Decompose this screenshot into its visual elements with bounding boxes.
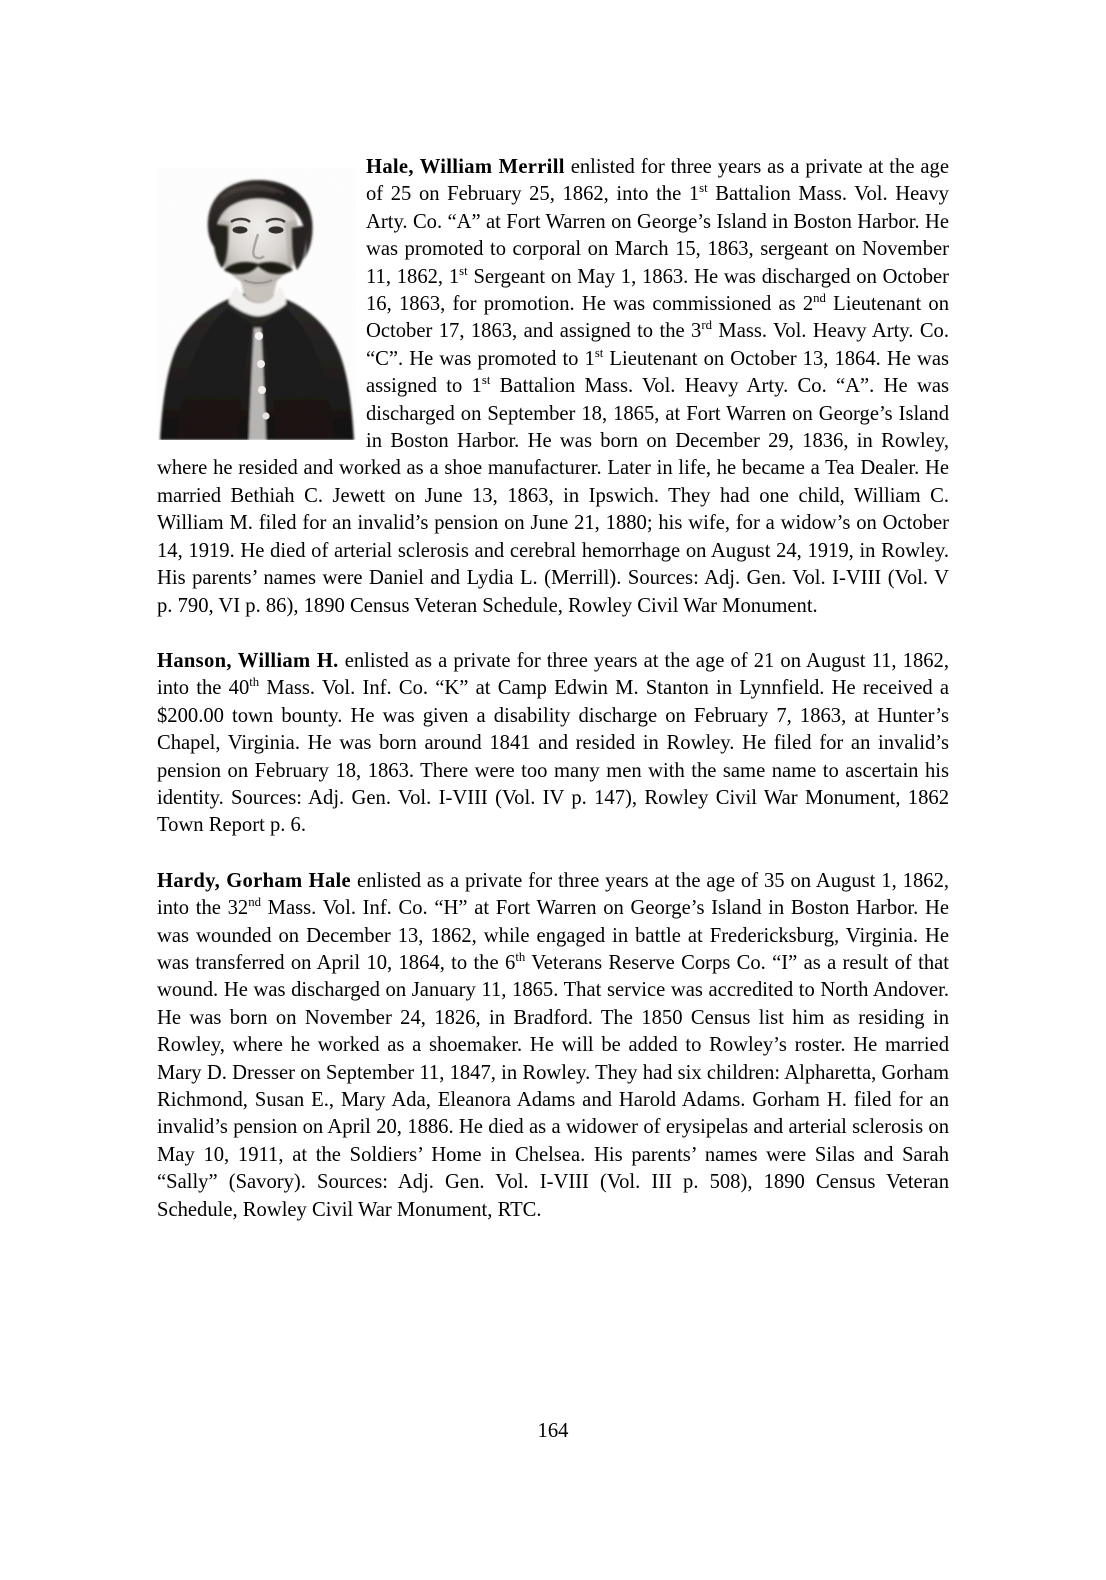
- ordinal-sup: th: [515, 950, 526, 965]
- page-content: [157, 154, 949, 1224]
- ordinal-sup: th: [249, 675, 260, 690]
- entry-hale-william-merrill: [157, 154, 949, 620]
- entry-body-hale-7: Battalion Mass. Vol. Heavy Arty. Co. “A”. He was discharged on September 18, 1865, at Fort Warren on George’s Island in Boston Harbor. He was born on December 29, 1836, in Rowley, where he resided and worked as a shoe manufacturer. Later in life, he became a Tea Dealer. He married Bethiah C. Jewett on June 13, 1863, in Ipswich. They had one child, William C. William M. filed for an invalid’s pension on June 21, 1880; his wife, for a widow’s on October 14, 1919. He died of arterial sclerosis and cerebral hemorrhage on August 24, 1919, in Rowley. His parents’ names were Daniel and Lydia L. (Merrill). Sources: Adj. Gen. Vol. I-VIII (Vol. V p. 790, VI p. 86), 1890 Census Veteran Schedule, Rowley Civil War Monument.: [157, 375, 949, 617]
- entry-name-hale: Hale, William Merrill: [366, 156, 565, 178]
- entry-body-hale-2: Battalion Mass. Vol. Heavy Arty. Co. “A” at Fort Warren on George’s Island in Boston Harbor. He was promoted to corporal on March 15, 1863, sergeant on November 11, 1862, 1: [366, 183, 949, 288]
- entry-body-hanson-1: enlisted as a private for three years at the age of 21 on August 11, 1862, into the 40: [157, 649, 949, 700]
- ordinal-sup: st: [481, 373, 491, 388]
- entry-body-hanson-2: Mass. Vol. Inf. Co. “K” at Camp Edwin M. Stanton in Lynnfield. He received a $200.00 town bounty. He was given a disability discharge on February 7, 1863, at Hunter’s Chapel, Virginia. He was born around 1841 and resided in Rowley. He filed for an invalid’s pension on February 18, 1863. There were too many men with the same name to ascertain his identity. Sources: Adj. Gen. Vol. I-VIII (Vol. IV p. 147), Rowley Civil War Monument, 1862 Town Report p. 6.: [157, 677, 950, 837]
- ordinal-sup: rd: [701, 318, 712, 333]
- entry-body-hardy-1: enlisted as a private for three years at the age of 35 on August 1, 1862, into the 32: [157, 869, 950, 920]
- ordinal-sup: st: [594, 345, 604, 360]
- entry-body-hardy-2: Mass. Vol. Inf. Co. “H” at Fort Warren on George’s Island in Boston Harbor. He was wounded on December 13, 1862, while engaged in battle at Fredericksburg, Virginia. He was transferred on April 10, 1864, to the 6: [157, 897, 949, 974]
- entry-body-hale-4: Lieutenant on October 17, 1863, and assigned to the 3: [366, 293, 950, 343]
- ordinal-sup: nd: [248, 895, 261, 910]
- entry-name-hanson: Hanson, William H.: [157, 649, 339, 672]
- entry-hanson-william-h: [157, 648, 949, 840]
- entry-name-hardy: Hardy, Gorham Hale: [157, 869, 352, 892]
- entry-hardy-gorham-hale: [157, 868, 949, 1224]
- ordinal-sup: st: [699, 181, 708, 196]
- entry-body-hardy-3: Veterans Reserve Corps Co. “I” as a result of that wound. He was discharged on January 11, 1865. That service was accredited to North Andover. He was born on November 24, 1826, in Bradford. The 1850 Census list him as residing in Rowley, where he worked as a shoemaker. He will be added to Rowley’s roster. He married Mary D. Dresser on September 11, 1847, in Rowley. They had six children: Alpharetta, Gorham Richmond, Susan E., Mary Ada, Eleanora Adams and Harold Adams. Gorham H. filed for an invalid’s pension on April 20, 1886. He died as a widower of erysipelas and arterial sclerosis on May 10, 1911, at the Soldiers’ Home in Chelsea. His parents’ names were Silas and Sarah “Sally” (Savory). Sources: Adj. Gen. Vol. I-VIII (Vol. III p. 508), 1890 Census Veteran Schedule, Rowley Civil War Monument, RTC.: [157, 951, 949, 1221]
- entry-body-hale-5: Mass. Vol. Heavy Arty. Co. “C”. He was promoted to 1: [366, 320, 950, 370]
- ordinal-sup: nd: [813, 291, 826, 306]
- page-number: 164: [537, 1420, 569, 1442]
- entry-body-hale-6: Lieutenant on October 13, 1864. He was assigned to 1: [366, 347, 949, 398]
- ordinal-sup: st: [459, 263, 468, 278]
- entry-body-hale-1: enlisted for three years as a private at the age of 25 on February 25, 1862, into the 1: [366, 156, 949, 206]
- soldier-portrait-image: [158, 168, 356, 440]
- entry-body-hale-3: Sergeant on May 1, 1863. He was discharged on October 16, 1863, for promotion. He was commissioned as 2: [366, 265, 949, 316]
